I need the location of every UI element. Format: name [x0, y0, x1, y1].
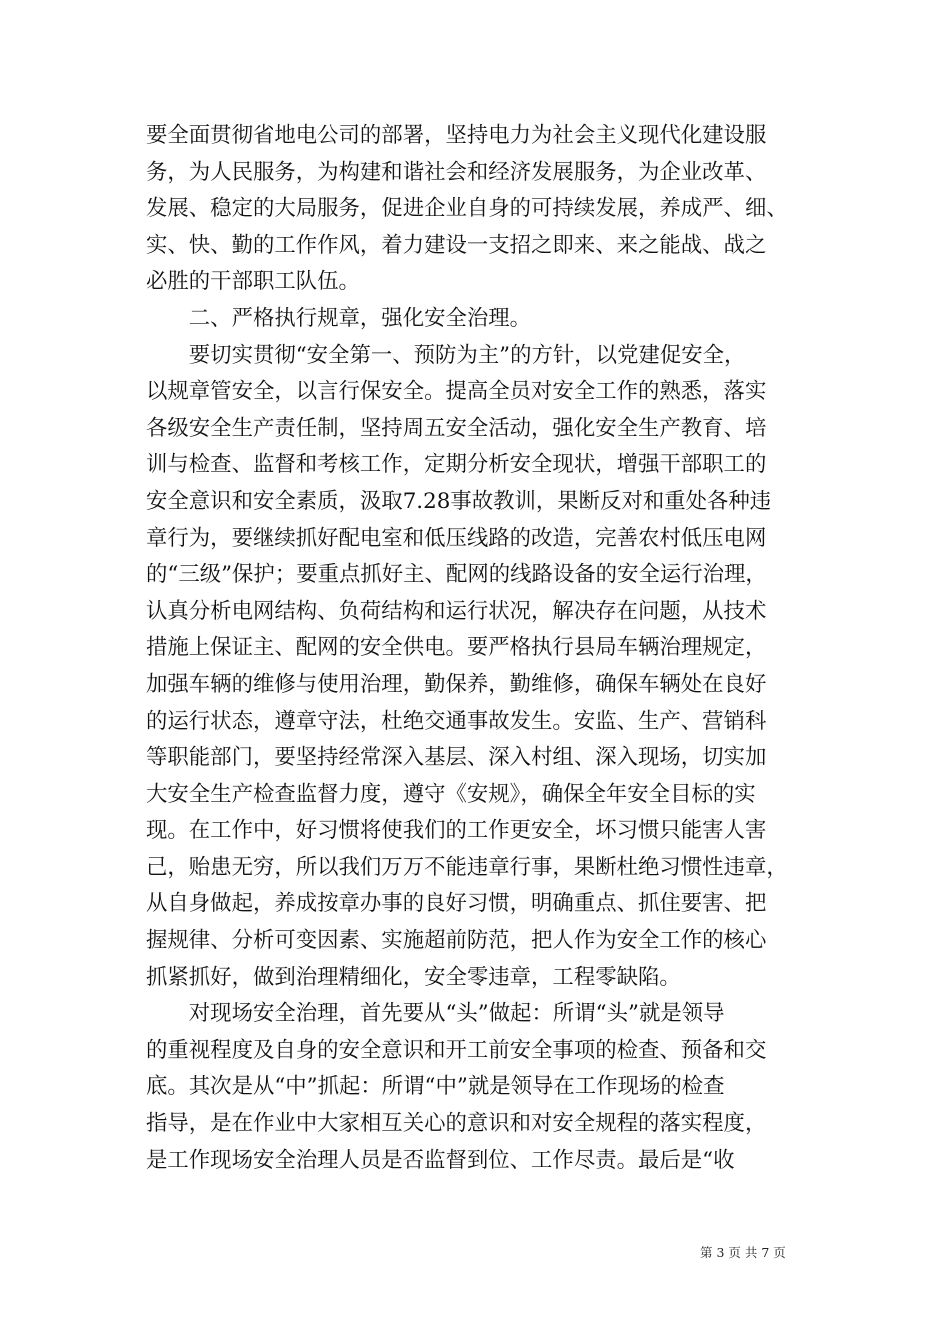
- text-line: 从自身做起，养成按章办事的良好习惯，明确重点、抓住要害、把: [146, 891, 767, 917]
- text-line: 训与检查、监督和考核工作，定期分析安全现状，增强干部职工的: [146, 452, 767, 478]
- text-line: 加强车辆的维修与使用治理，勤保养，勤维修，确保车辆处在良好: [146, 671, 767, 697]
- text-line: 必胜的干部职工队伍。: [146, 269, 360, 295]
- text-line: 要切实贯彻“安全第一、预防为主”的方针，以党建促安全，: [146, 342, 746, 368]
- text-line: 大安全生产检查监督力度，遵守《安规》，确保全年安全目标的实: [146, 781, 756, 807]
- text-line: 务，为人民服务，为构建和谐社会和经济发展服务，为企业改革、: [146, 159, 767, 185]
- text-line: 的重视程度及自身的安全意识和开工前安全事项的检查、预备和交: [146, 1037, 767, 1063]
- text-line: 的运行状态，遵章守法，杜绝交通事故发生。安监、生产、营销科: [146, 708, 767, 734]
- text-line: 底。其次是从“中”抓起：所谓“中”就是领导在工作现场的检查: [146, 1074, 725, 1100]
- text-line: 是工作现场安全治理人员是否监督到位、工作尽责。最后是“收: [146, 1147, 735, 1173]
- text-line: 抓紧抓好，做到治理精细化，安全零违章，工程零缺陷。: [146, 964, 681, 990]
- text-line: 二、严格执行规章，强化安全治理。: [146, 305, 532, 331]
- text-line: 认真分析电网结构、负荷结构和运行状况，解决存在问题，从技术: [146, 598, 767, 624]
- text-line: 实、快、勤的工作作风，着力建设一支招之即来、来之能战、战之: [146, 232, 767, 258]
- text-line: 发展、稳定的大局服务，促进企业自身的可持续发展，养成严、细、: [146, 196, 788, 222]
- text-line: 对现场安全治理，首先要从“头”做起：所谓“头”就是领导: [146, 1001, 725, 1027]
- text-line: 己，贻患无穷，所以我们万万不能违章行事，果断杜绝习惯性违章，: [146, 854, 788, 880]
- text-line: 的“三级”保护；要重点抓好主、配网的线路设备的安全运行治理，: [146, 562, 767, 588]
- text-line: 等职能部门，要坚持经常深入基层、深入村组、深入现场，切实加: [146, 745, 767, 771]
- text-line: 现。在工作中，好习惯将使我们的工作更安全，坏习惯只能害人害: [146, 818, 767, 844]
- text-line: 措施上保证主、配网的安全供电。要严格执行县局车辆治理规定，: [146, 635, 767, 661]
- text-line: 以规章管安全，以言行保安全。提高全员对安全工作的熟悉，落实: [146, 379, 767, 405]
- text-line: 握规律、分析可变因素、实施超前防范，把人作为安全工作的核心: [146, 928, 767, 954]
- text-line: 各级安全生产责任制，坚持周五安全活动，强化安全生产教育、培: [146, 415, 767, 441]
- text-line: 要全面贯彻省地电公司的部署，坚持电力为社会主义现代化建设服: [146, 123, 767, 148]
- page-number-footer: 第 3 页 共 7 页: [700, 1245, 786, 1260]
- body-text: [146, 118, 808, 1179]
- text-line: 章行为，要继续抓好配电室和低压线路的改造，完善农村低压电网: [146, 525, 767, 551]
- text-line: 指导，是在作业中大家相互关心的意识和对安全规程的落实程度，: [146, 1111, 767, 1137]
- text-line: 安全意识和安全素质，汲取7.28事故教训，果断反对和重处各种违: [146, 488, 772, 514]
